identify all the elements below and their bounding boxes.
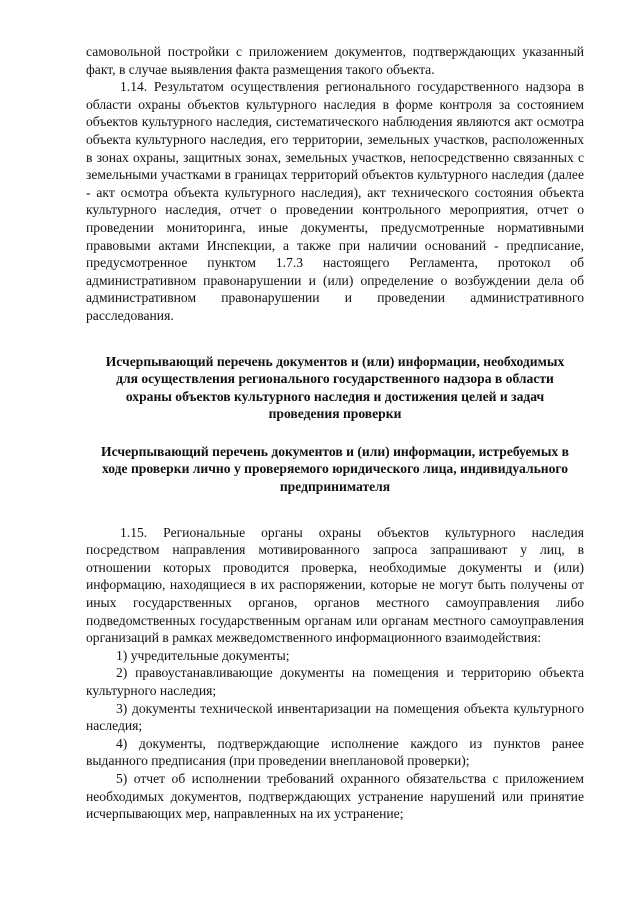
section-heading-documents-for-supervision: Исчерпывающий перечень документов и (или) информации, необходимых для осуществления регионального государственного надзора в области охраны объектов культурного наследия и достижения целей и задач проведения проверки: [105, 353, 565, 422]
paragraph-1-15: 1.15. Региональные органы охраны объектов культурного наследия посредством направления мотивированного запроса запрашивают у лиц, в отношении которых проводится проверка, необходимые документы и (или) информацию, находящиеся в их распоряжении, которые не могут быть получены от иных государственных органов, органов местного самоуправления либо подведомственных государственным органам или органам местного самоуправления организаций в рамках межведомственного информационного взаимодействия:: [86, 524, 584, 646]
list-item: 4) документы, подтверждающие исполнение каждого из пунктов ранее выданного предписания (при проведении внеплановой проверки);: [86, 735, 584, 769]
section-heading-documents-requested-personally: Исчерпывающий перечень документов и (или) информации, истребуемых в ходе проверки лично у проверяемого юридического лица, индивидуального предпринимателя: [101, 443, 569, 495]
paragraph-1-14: 1.14. Результатом осуществления регионального государственного надзора в области охраны объектов культурного наследия в форме контроля за состоянием объектов культурного наследия, систематического наблюдения являются акт осмотра объекта культурного наследия, его территории, земельных участков, расположенных в зонах охраны, защитных зонах, земельных участков, непосредственно связанных с земельными участками в границах территорий объектов культурного наследия (далее - акт осмотра объекта культурного наследия), акт технического состояния объекта культурного наследия, отчет о проведении контрольного мероприятия, отчет о проведении мониторинга, иные документы, предусмотренные нормативными правовыми актами Инспекции, а также при наличии оснований - предписание, предусмотренное пунктом 1.7.3 настоящего Регламента, протокол об административном правонарушении и (или) определение о возбуждении дела об административном правонарушении и проведении административного расследования.: [86, 79, 584, 323]
list-item: 3) документы технической инвентаризации на помещения объекта культурного наследия;: [86, 700, 584, 734]
list-item: 5) отчет об исполнении требований охранного обязательства с приложением необходимых документов, подтверждающих устранение нарушений или принятие исчерпывающих мер, направленных на их устранение;: [86, 770, 584, 822]
document-body: [86, 43, 584, 823]
paragraph-continuation: самовольной постройки с приложением документов, подтверждающих указанный факт, в случае выявления факта размещения такого объекта.: [86, 44, 584, 77]
list-item: 2) правоустанавливающие документы на помещения и территорию объекта культурного наследия;: [86, 665, 584, 698]
list-item: 1) учредительные документы;: [116, 647, 290, 663]
